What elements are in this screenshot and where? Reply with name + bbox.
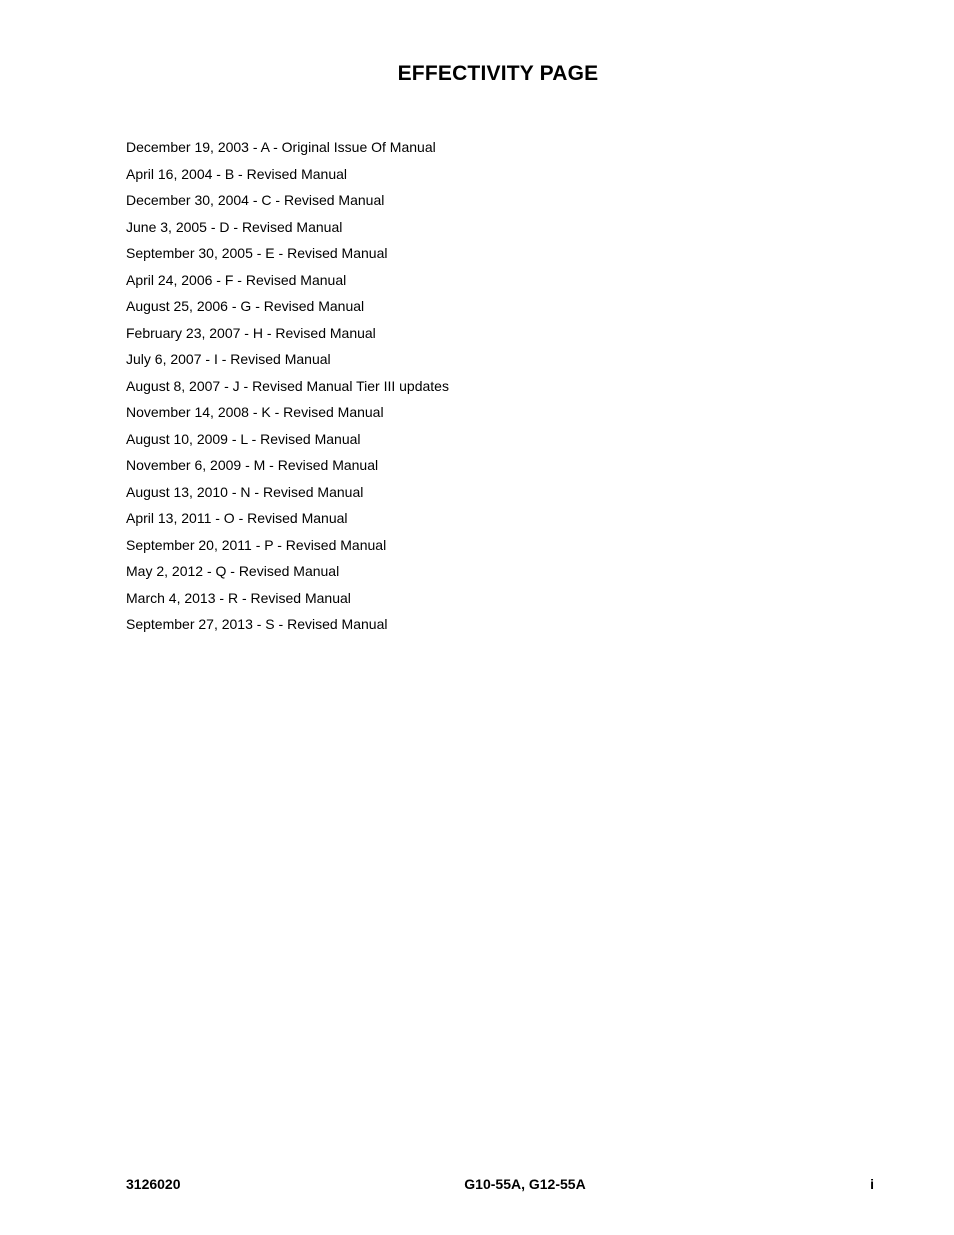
- revision-entry: August 25, 2006 - G - Revised Manual: [126, 298, 365, 314]
- revision-entry: September 27, 2013 - S - Revised Manual: [126, 616, 388, 632]
- footer-document-number: 3126020: [126, 1176, 181, 1192]
- page-title: EFFECTIVITY PAGE: [397, 62, 599, 85]
- revision-entry: September 20, 2011 - P - Revised Manual: [126, 536, 387, 553]
- footer-model-names: G10-55A, G12-55A: [464, 1176, 586, 1192]
- revision-entry: November 6, 2009 - M - Revised Manual: [126, 457, 379, 473]
- revision-entry: September 30, 2005 - E - Revised Manual: [126, 245, 388, 261]
- footer-page-number: i: [870, 1176, 874, 1192]
- revision-entry: April 16, 2004 - B - Revised Manual: [126, 165, 347, 182]
- revision-entry: August 8, 2007 - J - Revised Manual Tier III updates: [126, 377, 449, 394]
- revision-entry: May 2, 2012 - Q - Revised Manual: [126, 563, 340, 579]
- revision-list: [126, 134, 449, 638]
- revision-entry: March 4, 2013 - R - Revised Manual: [126, 589, 351, 606]
- revision-entry: February 23, 2007 - H - Revised Manual: [126, 324, 376, 341]
- revision-entry: December 19, 2003 - A - Original Issue Of Manual: [126, 139, 436, 155]
- page-footer: [0, 1176, 954, 1196]
- revision-entry: July 6, 2007 - I - Revised Manual: [126, 351, 331, 367]
- revision-entry: June 3, 2005 - D - Revised Manual: [126, 218, 343, 235]
- revision-entry: November 14, 2008 - K - Revised Manual: [126, 404, 384, 420]
- revision-entry: December 30, 2004 - C - Revised Manual: [126, 192, 385, 208]
- revision-entry: August 13, 2010 - N - Revised Manual: [126, 483, 364, 500]
- revision-entry: August 10, 2009 - L - Revised Manual: [126, 430, 361, 447]
- revision-entry: April 13, 2011 - O - Revised Manual: [126, 510, 348, 526]
- revision-entry: April 24, 2006 - F - Revised Manual: [126, 271, 347, 288]
